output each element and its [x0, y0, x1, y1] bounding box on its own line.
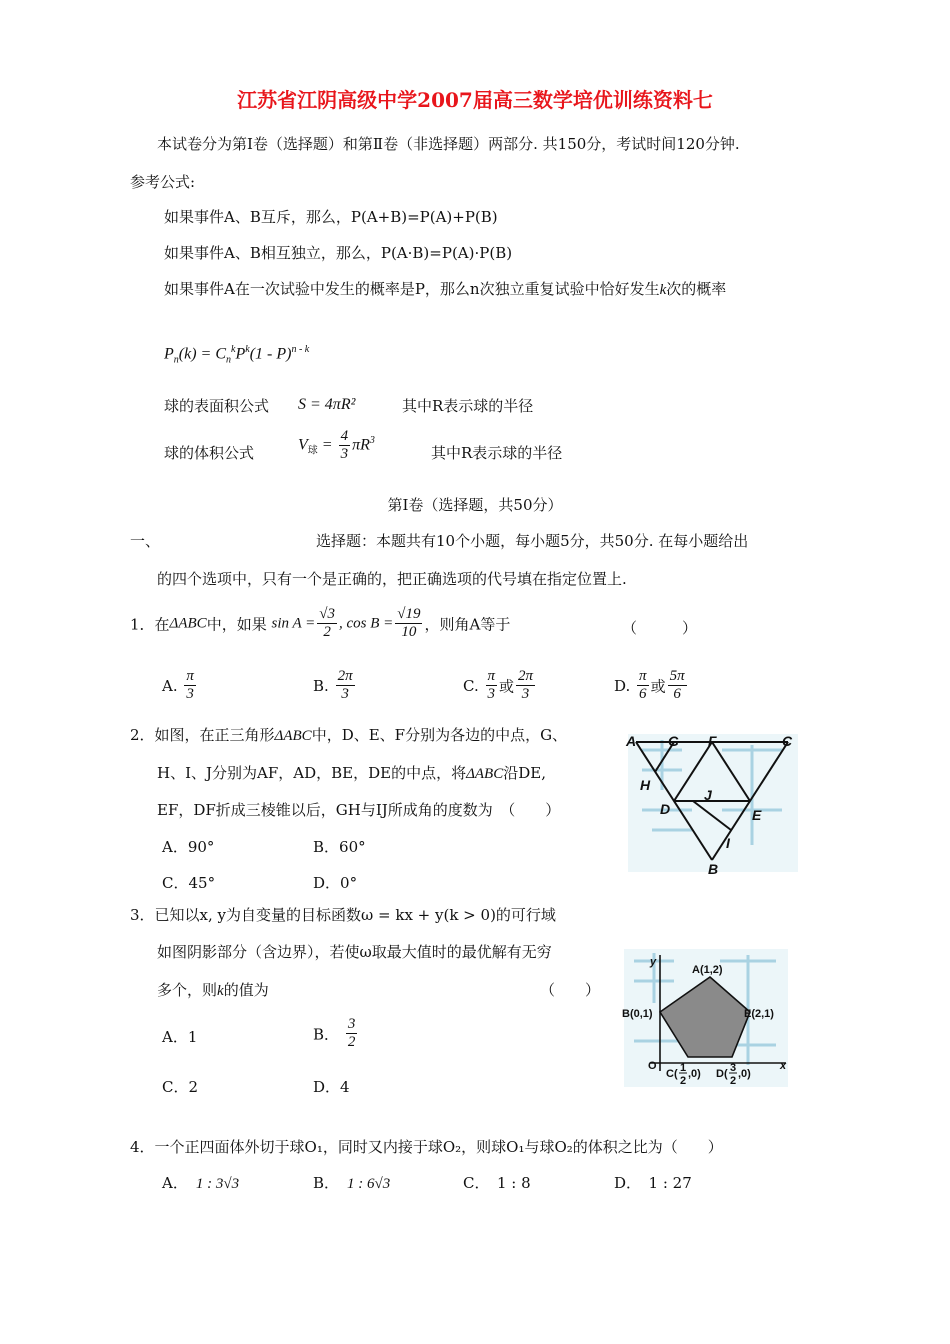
label-A12: A(1,2): [692, 964, 723, 976]
watermark-stamp: [628, 734, 798, 872]
svg-text:C(: C(: [666, 1068, 678, 1080]
svg-text:1: 1: [680, 1062, 687, 1074]
svg-text:3: 3: [730, 1062, 737, 1074]
q4-option-b: B． 1 : 6√3: [313, 1174, 391, 1192]
formula-exclusive: 如果事件A、B互斥，那么，P(A+B)=P(A)+P(B): [164, 208, 498, 226]
q3-line-1: 3．已知以x, y为自变量的目标函数ω = kx + y(k > 0)的可行域: [130, 906, 556, 924]
page-title: 江苏省江阴高级中学2007届高三数学培优训练资料七: [237, 88, 713, 112]
label-G: G: [668, 733, 679, 749]
q1-answer-paren: （ ）: [622, 619, 698, 637]
sphere-area-label: 球的表面积公式: [164, 397, 270, 415]
binomial-text-a: 如果事件A在一次试验中发生的概率是P，那么n次独立重复试验中恰好发生: [164, 280, 660, 298]
sphere-vol-note: 其中R表示球的半径: [431, 444, 563, 462]
q2-option-b: B．60°: [313, 838, 366, 856]
label-I: I: [726, 835, 730, 851]
svg-text:2: 2: [680, 1075, 687, 1087]
q1-option-b: B. $\frac{2\pi}{3}$: [313, 668, 353, 703]
q1-option-c: C. $\frac{\pi}{3}$ 或 $\frac{2\pi}{3}$: [463, 668, 534, 703]
q4-line: 4．一个正四面体外切于球O₁，同时又内接于球O₂，则球O₁与球O₂的体积之比为（ ）: [130, 1138, 723, 1156]
label-E: E: [752, 807, 762, 823]
binomial-formula: $P_n(k) = C_n^kP^k(1 - P)^{n - k}$: [164, 344, 310, 366]
q3-option-c: C．2: [162, 1078, 199, 1096]
q2-option-a: A．90°: [162, 838, 215, 856]
sphere-area-note: 其中R表示球的半径: [402, 397, 534, 415]
q1-triangle: ΔABC: [169, 615, 207, 632]
q2-option-d: D．0°: [313, 874, 358, 892]
label-C: C: [782, 733, 793, 749]
question-1: 1．在ΔABC中，如果 sin A = $\frac{√3}{2}$ , cos B = $\frac{√19}{10}$ ，则角A等于: [130, 606, 511, 641]
section-instructions-2: 的四个选项中，只有一个是正确的，把正确选项的代号填在指定位置上.: [157, 570, 627, 588]
fraction-4-3: $\frac{4}{3}$: [340, 428, 349, 463]
q1-option-a: A. $\frac{\pi}{3}$: [162, 668, 194, 703]
q2-option-c: C．45°: [162, 874, 216, 892]
q3-option-d: D．4: [313, 1078, 350, 1096]
label-y: y: [650, 956, 657, 968]
label-J: J: [704, 787, 712, 803]
label-E21: E(2,1): [744, 1008, 774, 1020]
section-heading: 第Ⅰ卷（选择题，共50分）: [387, 496, 563, 514]
label-H: H: [640, 777, 651, 793]
sphere-vol-expr: $V_球$ = $\frac{4}{3}$ $\pi R^3$: [298, 428, 375, 463]
label-O: O: [648, 1060, 657, 1072]
label-A: A: [626, 733, 637, 749]
label-B: B: [708, 861, 719, 877]
q2-line-3: EF，DF折成三棱锥以后，GH与IJ所成角的度数为 （ ）: [157, 801, 561, 819]
svg-text:2: 2: [730, 1075, 737, 1087]
q1-frac-cos: $\frac{√19}{10}$: [397, 606, 421, 641]
section-instructions-1: 选择题：本题共有10个小题，每小题5分，共50分. 在每小题给出: [316, 532, 749, 550]
intro-text: 本试卷分为第Ⅰ卷（选择题）和第Ⅱ卷（非选择题）两部分. 共150分，考试时间120分钟.: [157, 135, 740, 153]
sphere-vol-label: 球的体积公式: [164, 444, 255, 462]
q3-line-2: 如图阴影部分（含边界），若使ω取最大值时的最优解有无穷: [157, 943, 552, 961]
q1-mid: 中，如果: [206, 615, 267, 634]
q2-triangle-figure: [622, 730, 802, 878]
q1-end: ，则角A等于: [424, 615, 511, 634]
label-B01: B(0,1): [622, 1008, 653, 1020]
ref-label: 参考公式:: [130, 173, 196, 191]
formula-binomial-text: [164, 278, 726, 299]
q4-option-d: D． 1 : 27: [614, 1174, 692, 1192]
binomial-text-b: 次的概率: [666, 280, 727, 298]
svg-text:,0): ,0): [688, 1068, 701, 1080]
q3-option-b: B． $\frac{3}{2}$: [313, 1016, 356, 1051]
formula-independent: 如果事件A、B相互独立，那么，P(A·B)=P(A)·P(B): [164, 244, 513, 262]
q3-answer-paren: （ ）: [540, 981, 601, 999]
section-number: 一、: [130, 532, 161, 550]
svg-text:,0): ,0): [738, 1068, 751, 1080]
sphere-area-expr: S = 4πR²: [298, 396, 356, 413]
label-D: D: [660, 801, 671, 817]
label-F: F: [708, 733, 717, 749]
q1-frac-sin: $\frac{√3}{2}$: [319, 606, 335, 641]
q3-feasible-region-figure: [620, 945, 792, 1090]
q3-line-3: 多个，则k的值为: [157, 981, 269, 999]
q4-option-a: A． 1 : 3√3: [162, 1174, 240, 1192]
q1-option-d: D. $\frac{\pi}{6}$ 或 $\frac{5\pi}{6}$: [614, 668, 685, 703]
q2-line-2: H、I、J分别为AF，AD，BE，DE的中点，将ΔABC沿DE,: [157, 764, 546, 782]
binomial-k: k: [659, 282, 667, 298]
q2-line-1: 2．如图，在正三角形ΔABC中，D、E、F分别为各边的中点，G、: [130, 726, 568, 744]
q3-option-a: A．1: [162, 1028, 198, 1046]
svg-text:D(: D(: [716, 1068, 728, 1080]
q1-number: 1．在: [130, 615, 170, 634]
label-x: x: [780, 1060, 787, 1072]
q4-option-c: C． 1 : 8: [463, 1174, 531, 1192]
